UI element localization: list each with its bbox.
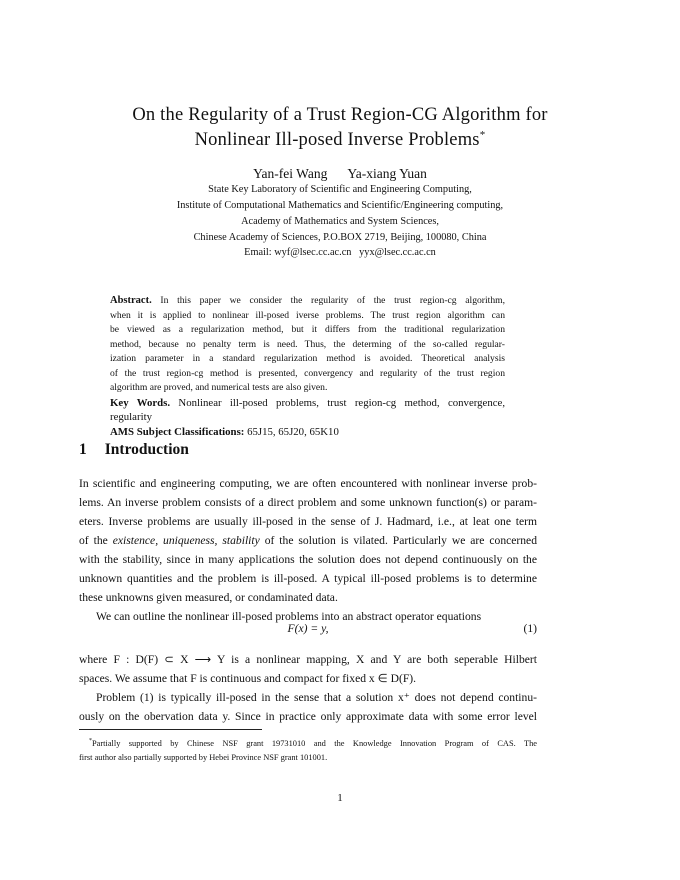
- text-line: spaces. We assume that F is continuous and compact for fixed x ∈ D(F).: [79, 672, 417, 685]
- keywords-label: Key Words.: [110, 396, 171, 409]
- text-line: eters. Inverse problems are usually ill-posed in the sense of J. Hadmard, i.e., at leat one term: [79, 515, 537, 528]
- email-line: Email: wyf@lsec.cc.ac.cn yyx@lsec.cc.ac.cn: [244, 247, 436, 258]
- keywords-text: Nonlinear ill-posed problems, trust region-cg method, convergence,: [178, 396, 506, 409]
- authors: [0, 166, 680, 182]
- equation-number: (1): [523, 622, 537, 635]
- keywords: [110, 396, 505, 411]
- abstract-line: of the trust region-cg method is presented, convergency and regularity of the trust region: [110, 367, 505, 379]
- text-line: these unknowns given measured, or condaminated data.: [79, 591, 338, 604]
- section-title: Introduction: [104, 441, 189, 458]
- text-line: ously on the obervation data y. Since in practice only approximate data with some error level: [79, 710, 537, 723]
- paper-title-line-1: On the Regularity of a Trust Region-CG Algorithm for: [132, 105, 548, 125]
- intro-paragraph-1: [79, 474, 537, 626]
- footnote-mark: *: [89, 738, 92, 744]
- text-line: unknown quantities and the problem is ill-posed. A typical ill-posed problems is to determine: [79, 572, 537, 585]
- text-line: In scientific and engineering computing, we are often encountered with nonlinear inverse prob-: [79, 477, 537, 490]
- author: Yan-fei Wang: [253, 166, 328, 181]
- abstract-line: ization parameter in a standard regularization method is avoided. Theoretical analysis: [110, 353, 505, 364]
- abstract-line: when it is applied to nonlinear ill-posed iverse problems. The trust region algorithm can: [110, 309, 505, 321]
- ams-value: 65J15, 65J20, 65K10: [247, 425, 339, 438]
- affiliation-line: State Key Laboratory of Scientific and Engineering Computing,: [208, 184, 472, 195]
- affiliation-line: Academy of Mathematics and System Sciences,: [241, 216, 439, 227]
- page-number: 1: [337, 792, 343, 804]
- abstract-line: [110, 294, 505, 309]
- abstract-line: method, because no penalty term is need. Thus, the determing of the so-called regular-: [110, 338, 505, 350]
- section-heading: [79, 441, 189, 459]
- title-text: Nonlinear Ill-posed Inverse Problems: [194, 130, 480, 151]
- italic-text: existence, uniqueness, stability: [112, 534, 260, 547]
- abstract-label: Abstract.: [110, 295, 152, 306]
- abstract-line: be viewed as a regularization method, but it differs from the traditional regularization: [110, 324, 505, 335]
- abstract-text: In this paper we consider the regularity of the trust region-cg algorithm,: [160, 295, 505, 306]
- keywords-cont: regularity: [110, 411, 152, 423]
- title-footnote-mark: *: [479, 129, 486, 141]
- paper-title-line-2: [0, 129, 680, 151]
- footnote-text: Partially supported by Chinese NSF grant 19731010 and the Knowledge Innovation Program of CAS. The: [92, 738, 537, 748]
- ams-classifications: [110, 425, 505, 440]
- abstract: [110, 294, 505, 439]
- text-line: [79, 531, 537, 550]
- footnote-rule: [79, 729, 262, 730]
- affiliation-line: Institute of Computational Mathematics and Scientific/Engineering computing,: [176, 200, 504, 211]
- affiliation-line: Chinese Academy of Sciences, P.O.BOX 2719, Beijing, 100080, China: [193, 232, 487, 243]
- text-line: where F : D(F) ⊂ X ⟶ Y is a nonlinear mapping, X and Y are both seperable Hilbert: [79, 653, 537, 666]
- equation-1: [79, 622, 537, 641]
- abstract-line: algorithm are proved, and numerical tests are also given.: [110, 382, 328, 393]
- footnote-line: first author also partially supported by Hebei Province NSF grant 101001.: [79, 752, 328, 762]
- text-line: lems. An inverse problem consists of a direct problem and some unknown function(s) or param-: [79, 496, 537, 509]
- ams-label: AMS Subject Classifications:: [110, 425, 245, 438]
- text: of the solution is vilated. Particularly we are concerned: [259, 534, 538, 547]
- author: Ya-xiang Yuan: [347, 166, 427, 181]
- intro-paragraph-3: [79, 650, 537, 726]
- text-line: Problem (1) is typically ill-posed in the sense that a solution x⁺ does not depend continu-: [96, 691, 537, 704]
- text-line: with the stability, since in many applications the solution does not depend continuously on the: [79, 553, 537, 566]
- text-line: We can outline the nonlinear ill-posed problems into an abstract operator equations: [96, 610, 482, 623]
- text: of the: [79, 534, 113, 547]
- equation: F(x) = y,: [287, 622, 329, 635]
- footnote: [79, 734, 537, 765]
- section-number: 1: [79, 441, 87, 458]
- footnote-line: [79, 734, 537, 751]
